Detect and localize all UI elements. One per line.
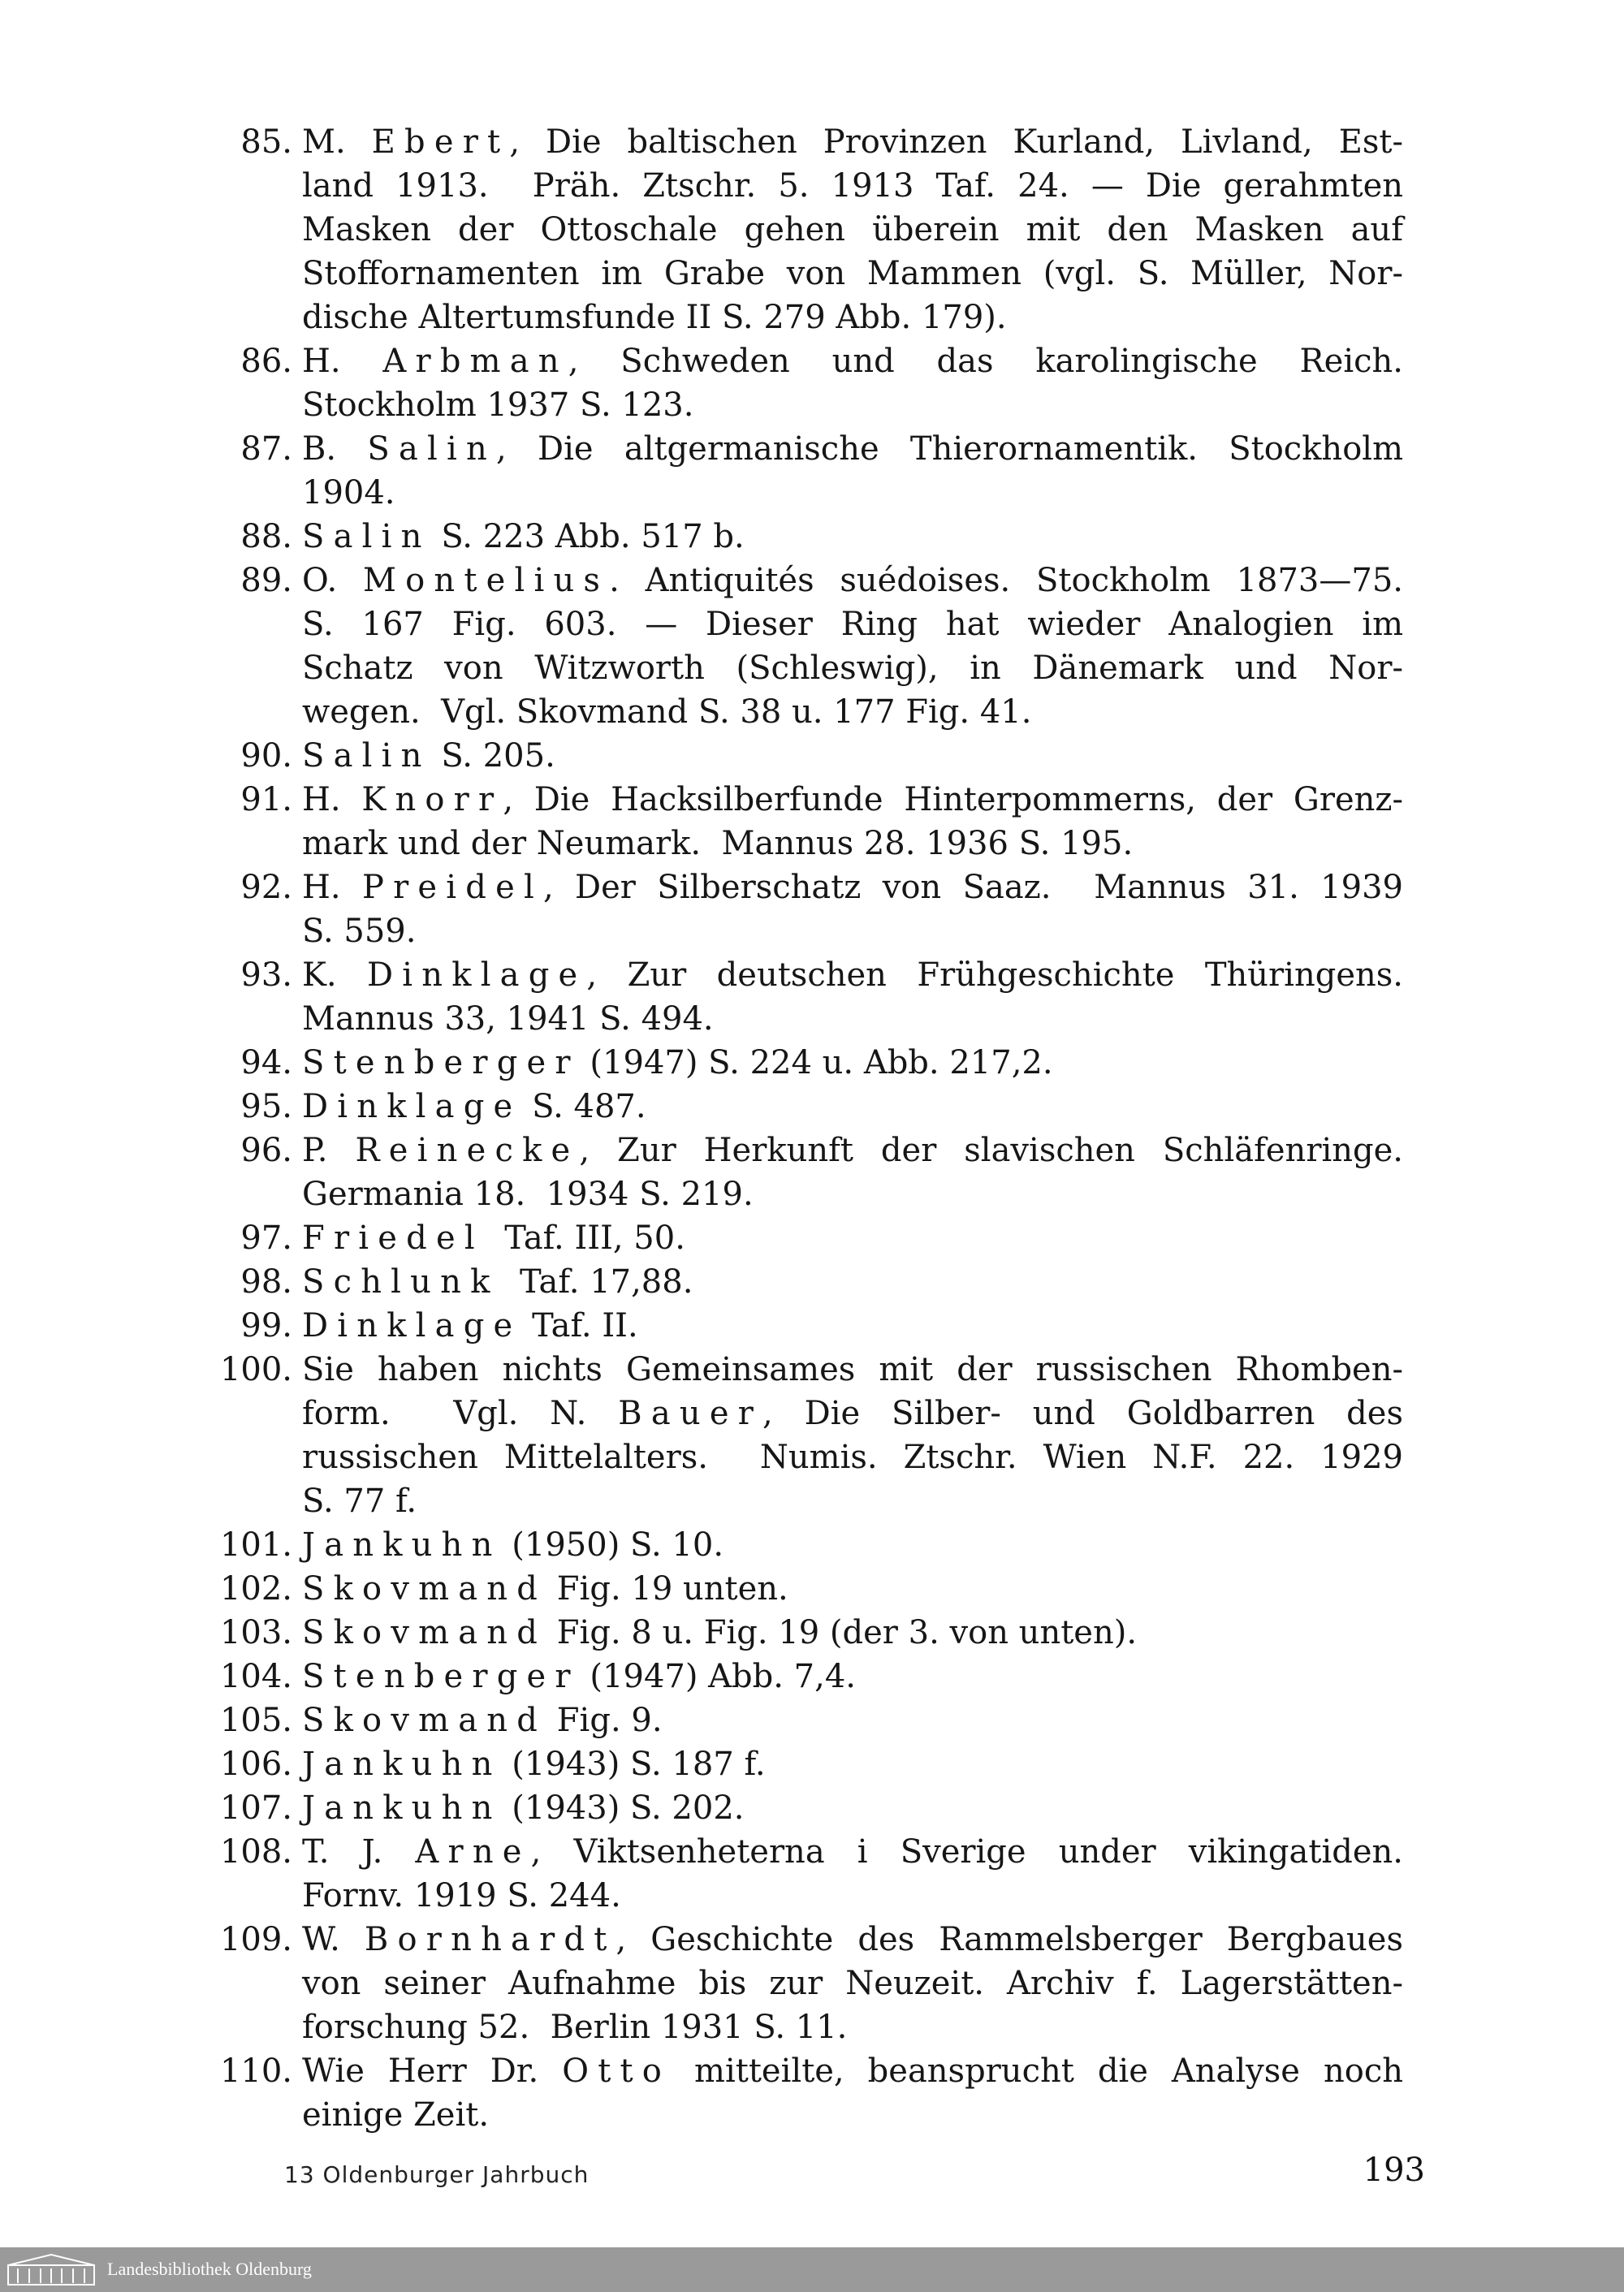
footnote-text: Stockholm 1937 S. 123. [302, 386, 694, 424]
footnote-text: K. [302, 956, 368, 994]
footnote-text: Fig. 19 unten. [546, 1570, 788, 1608]
footnote-text: S. 559. [302, 913, 417, 950]
author-name: Jankuhn [302, 1789, 502, 1827]
footnote-item [218, 1830, 1403, 1918]
author-name: Montelius [362, 562, 610, 599]
author-name: Salin [302, 737, 431, 775]
footnote-line [302, 339, 1403, 383]
footnote-line [302, 1567, 1403, 1611]
footnote-line [302, 252, 1403, 296]
footnote-text: S. 205. [430, 737, 555, 775]
footnote-text: (1943) S. 187 f. [501, 1746, 766, 1783]
footnote-number: 92. [240, 869, 292, 906]
footnote-item [218, 1611, 1403, 1655]
footnote-line [302, 2049, 1403, 2093]
author-name: Stenberger [302, 1044, 580, 1081]
footnote-item [218, 1698, 1403, 1742]
footnote-text: , Schweden und das karolingische Reich. [568, 343, 1403, 380]
footnote-list [218, 120, 1403, 2137]
footnote-line [302, 427, 1403, 471]
footnote-text: Stoffornamenten im Grabe von Mammen (vgl. S. Müller, Nor- [302, 255, 1403, 292]
footnote-text: H. [302, 869, 362, 906]
footnote-item [218, 427, 1403, 515]
footnote-line [302, 1742, 1403, 1786]
footnote-line [302, 1830, 1403, 1874]
author-name: Preidel [361, 869, 543, 906]
footnote-line [302, 1085, 1403, 1129]
footnote-text: einige Zeit. [302, 2096, 490, 2134]
footnote-text: W. [302, 1921, 365, 1958]
footnote-text: (1950) S. 10. [501, 1526, 724, 1564]
footnote-number: 100. [219, 1351, 292, 1388]
footnote-text: B. [302, 430, 368, 468]
footnote-text: Fornv. 1919 S. 244. [302, 1877, 621, 1914]
footnote-item [218, 1129, 1403, 1216]
footnote-text: , Zur deutschen Frühgeschichte Thüringens. [586, 956, 1404, 994]
footnote-text: , Der Silberschatz von Saaz. Mannus 31. 1939 [542, 869, 1404, 906]
footnote-text: , Zur Herkunft der slavischen Schläfenringe. [579, 1132, 1403, 1169]
footer-journal-label: 13 Oldenburger Jahrbuch [284, 2161, 590, 2188]
footnote-line [302, 1786, 1403, 1830]
footnote-text: , Viktsenheterna i Sverige under vikingatiden. [530, 1833, 1403, 1871]
library-building-icon [6, 2252, 96, 2286]
footnote-text: S. 77 f. [302, 1483, 417, 1520]
footnote-text: O. [302, 562, 363, 599]
footnote-item [218, 515, 1403, 559]
footnote-number: 89. [240, 562, 292, 599]
author-name: Otto [562, 2052, 672, 2090]
footnote-text: (1947) Abb. 7,4. [579, 1658, 857, 1695]
footnote-text: Masken der Ottoschale gehen überein mit den Masken auf [302, 211, 1403, 248]
footnote-text: . Antiquités suédoises. Stockholm 1873—75. [609, 562, 1403, 599]
footnote-line [302, 2005, 1403, 2049]
footnote-text: Taf. II. [521, 1307, 638, 1345]
footnote-text: land 1913. Präh. Ztschr. 5. 1913 Taf. 24. — Die gerahmten [302, 167, 1403, 205]
footnote-line [302, 208, 1403, 252]
footnote-text: , Die baltischen Provinzen Kurland, Livland, Est- [509, 123, 1404, 161]
author-name: Jankuhn [302, 1746, 502, 1783]
footnote-item [218, 1523, 1403, 1567]
footnote-text: Taf. 17,88. [499, 1263, 693, 1301]
footnote-line [302, 1698, 1403, 1742]
footnote-text: Taf. III, 50. [483, 1219, 685, 1257]
footnote-item [218, 2049, 1403, 2137]
footnote-line [302, 471, 1403, 515]
footnote-text: H. [302, 343, 383, 380]
footnote-item [218, 559, 1403, 734]
footnote-item [218, 953, 1403, 1041]
footnote-line [302, 1041, 1403, 1085]
footnote-line [302, 2093, 1403, 2137]
author-name: Jankuhn [302, 1526, 502, 1564]
footnote-item [218, 1085, 1403, 1129]
footnote-line [302, 1129, 1403, 1172]
footnote-number: 87. [240, 430, 292, 468]
author-name: Dinklage [302, 1088, 522, 1125]
author-name: Salin [367, 430, 497, 468]
author-name: Stenberger [302, 1658, 580, 1695]
footnote-text: Germania 18. 1934 S. 219. [302, 1176, 754, 1213]
author-name: Dinklage [367, 956, 587, 994]
footnote-text: , Geschichte des Rammelsberger Bergbaues [615, 1921, 1403, 1958]
footnote-number: 90. [240, 737, 292, 775]
footnote-number: 105. [219, 1702, 292, 1739]
footnote-line [302, 1260, 1403, 1304]
footnote-line [302, 1874, 1403, 1918]
footnote-text: H. [302, 781, 362, 818]
footnote-number: 107. [219, 1789, 292, 1827]
footnote-text: S. 167 Fig. 603. — Dieser Ring hat wieder Analogien im [302, 606, 1403, 643]
footnote-number: 106. [219, 1746, 292, 1783]
footnote-text: mark und der Neumark. Mannus 28. 1936 S. 195. [302, 825, 1134, 862]
footnote-item [218, 1304, 1403, 1348]
page-footer [284, 2152, 1425, 2200]
footnote-text: (1947) S. 224 u. Abb. 217,2. [579, 1044, 1053, 1081]
footnote-line [302, 1918, 1403, 1962]
footnote-line [302, 865, 1403, 909]
footnote-number: 95. [240, 1088, 292, 1125]
footnote-number: 102. [219, 1570, 292, 1608]
footnote-line [302, 1304, 1403, 1348]
footnote-number: 104. [219, 1658, 292, 1695]
author-name: Ebert [371, 123, 510, 161]
footnote-text: forschung 52. Berlin 1931 S. 11. [302, 2009, 848, 2046]
footnote-item [218, 1567, 1403, 1611]
footnote-line [302, 1655, 1403, 1698]
footnote-text: Mannus 33, 1941 S. 494. [302, 1000, 714, 1038]
footnote-item [218, 865, 1403, 953]
footnote-text: mitteilte, beansprucht die Analyse noch [671, 2052, 1403, 2090]
footnote-number: 103. [219, 1614, 292, 1651]
footnote-line [302, 1479, 1403, 1523]
footnote-item [218, 1918, 1403, 2049]
footnote-text: , Die Silber- und Goldbarren des [762, 1395, 1403, 1432]
footnote-text: von seiner Aufnahme bis zur Neuzeit. Archiv f. Lagerstätten- [302, 1965, 1403, 2002]
footnote-number: 86. [240, 343, 292, 380]
footnote-text: Sie haben nichts Gemeinsames mit der russischen Rhomben- [302, 1351, 1403, 1388]
footnote-line [302, 296, 1403, 339]
footnote-number: 98. [240, 1263, 292, 1301]
footnote-number: 93. [240, 956, 292, 994]
library-attribution-bar [0, 2247, 1624, 2292]
footnote-text: 1904. [302, 474, 395, 511]
footnote-number: 88. [240, 518, 292, 555]
footnote-line [302, 997, 1403, 1041]
footnote-item [218, 1786, 1403, 1830]
footnote-line [302, 1172, 1403, 1216]
author-name: Skovmand [302, 1614, 547, 1651]
author-name: Bornhardt [364, 1921, 616, 1958]
footnote-text: P. [302, 1132, 356, 1169]
author-name: Arbman [382, 343, 568, 380]
footnote-text: form. Vgl. N. [302, 1395, 619, 1432]
footnote-line [302, 1962, 1403, 2005]
footnote-item [218, 1216, 1403, 1260]
footnote-number: 99. [240, 1307, 292, 1345]
footnote-line [302, 1392, 1403, 1435]
footnote-text: T. J. [302, 1833, 416, 1871]
page-number: 193 [1363, 2152, 1425, 2189]
footnote-line [302, 120, 1403, 164]
author-name: Dinklage [302, 1307, 522, 1345]
footnote-text: Schatz von Witzworth (Schleswig), in Dänemark und Nor- [302, 650, 1403, 687]
footnote-line [302, 646, 1403, 690]
footnote-text: (1943) S. 202. [501, 1789, 745, 1827]
footnote-line [302, 734, 1403, 778]
footnote-item [218, 1742, 1403, 1786]
footnote-line [302, 690, 1403, 734]
author-name: Skovmand [302, 1702, 547, 1739]
footnote-number: 96. [240, 1132, 292, 1169]
footnote-line [302, 1523, 1403, 1567]
library-name: Landesbibliothek Oldenburg [107, 2259, 312, 2279]
footnote-line [302, 515, 1403, 559]
footnote-text: S. 223 Abb. 517 b. [430, 518, 745, 555]
footnote-item [218, 778, 1403, 865]
footnote-text: dische Altertumsfunde II S. 279 Abb. 179). [302, 299, 1007, 336]
footnote-item [218, 1348, 1403, 1523]
footnote-text: , Die altgermanische Thierornamentik. Stockholm [496, 430, 1403, 468]
footnote-item [218, 734, 1403, 778]
footnote-text: , Die Hacksilberfunde Hinterpommerns, der Grenz- [503, 781, 1403, 818]
footnote-item [218, 1041, 1403, 1085]
footnote-line [302, 164, 1403, 208]
footnote-line [302, 1216, 1403, 1260]
footnote-line [302, 822, 1403, 865]
footnote-line [302, 602, 1403, 646]
footnote-number: 91. [240, 781, 292, 818]
footnote-number: 97. [240, 1219, 292, 1257]
footnote-number: 108. [219, 1833, 292, 1871]
author-name: Skovmand [302, 1570, 547, 1608]
footnote-text: S. 487. [521, 1088, 646, 1125]
footnote-text: wegen. Vgl. Skovmand S. 38 u. 177 Fig. 41. [302, 693, 1032, 731]
author-name: Schlunk [302, 1263, 499, 1301]
footnote-text: M. [302, 123, 372, 161]
footnote-number: 109. [219, 1921, 292, 1958]
footnote-line [302, 953, 1403, 997]
author-name: Friedel [302, 1219, 484, 1257]
author-name: Bauer [618, 1395, 763, 1432]
footnote-line [302, 1348, 1403, 1392]
footnote-text: Wie Herr Dr. [302, 2052, 563, 2090]
footnote-line [302, 1611, 1403, 1655]
footnote-number: 101. [219, 1526, 292, 1564]
author-name: Salin [302, 518, 431, 555]
author-name: Knorr [361, 781, 503, 818]
footnote-text: Fig. 8 u. Fig. 19 (der 3. von unten). [546, 1614, 1138, 1651]
footnote-line [302, 778, 1403, 822]
footnote-number: 94. [240, 1044, 292, 1081]
footnote-item [218, 120, 1403, 339]
footnote-line [302, 1435, 1403, 1479]
footnote-line [302, 559, 1403, 602]
footnote-line [302, 383, 1403, 427]
footnote-item [218, 339, 1403, 427]
footnote-item [218, 1260, 1403, 1304]
footnote-line [302, 909, 1403, 953]
footnote-number: 110. [219, 2052, 292, 2090]
author-name: Arne [415, 1833, 531, 1871]
footnote-number: 85. [240, 123, 292, 161]
footnote-item [218, 1655, 1403, 1698]
author-name: Reinecke [355, 1132, 580, 1169]
footnote-text: Fig. 9. [546, 1702, 663, 1739]
footnote-text: russischen Mittelalters. Numis. Ztschr. Wien N.F. 22. 1929 [302, 1439, 1403, 1476]
